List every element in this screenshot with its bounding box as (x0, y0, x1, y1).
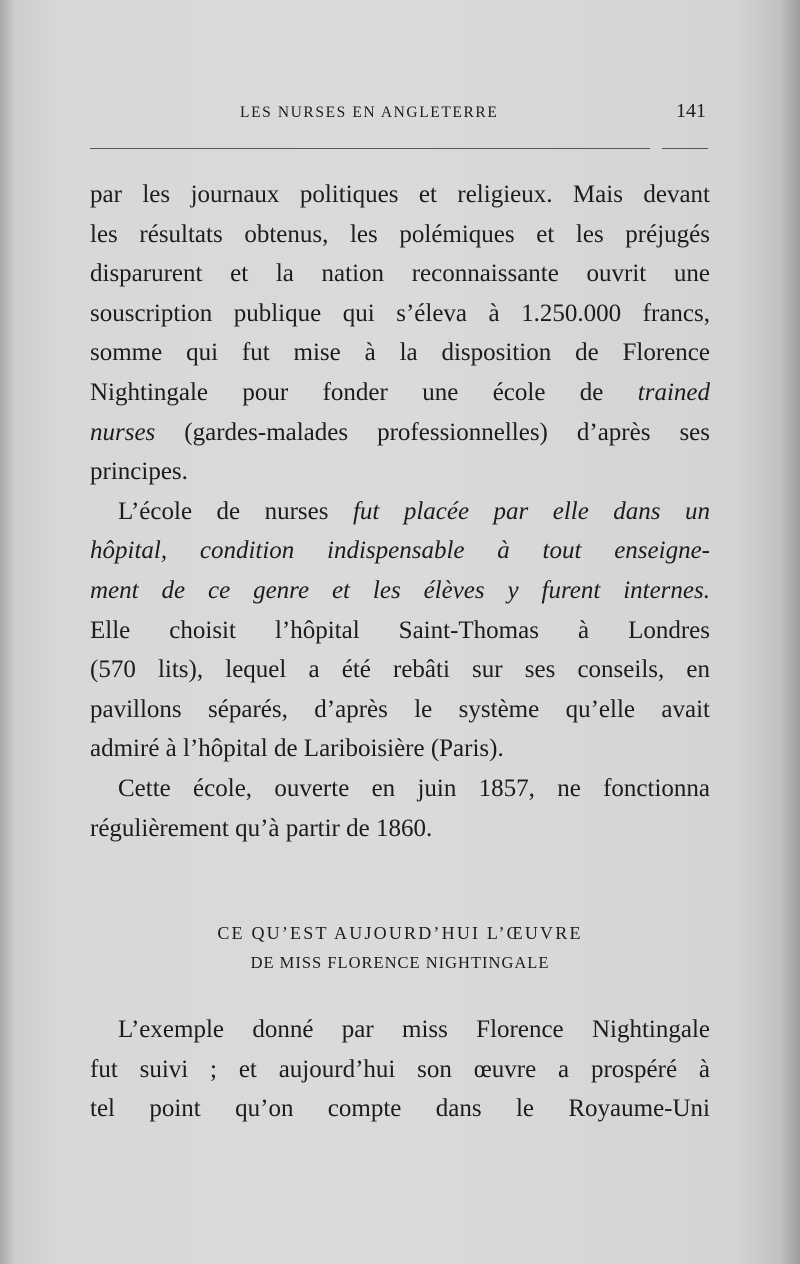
text-line (90, 571, 710, 611)
text-line: somme qui fut mise à la disposition de Florence (90, 339, 710, 367)
text-line: pavillons séparés, d’après le système qu’elle avait (90, 695, 710, 723)
running-head-title: LES NURSES EN ANGLETERRE (240, 104, 499, 121)
text-segment: (gardes-malades professionnelles) d’après ses (184, 418, 710, 446)
text-line (90, 413, 710, 453)
text-line: admiré à l’hôpital de Lariboisière (Paris). (90, 735, 504, 763)
main-text-block (90, 175, 710, 848)
page-number: 141 (676, 100, 706, 122)
text-line: souscription publique qui s’éleva à 1.250.000 francs, (90, 299, 710, 327)
text-line: tel point qu’on compte dans le Royaume-Uni (90, 1095, 710, 1123)
text-line: régulièrement qu’à partir de 1860. (90, 814, 433, 842)
text-line: Cette école, ouverte en juin 1857, ne fonctionna (118, 774, 710, 802)
text-line: L’exemple donné par miss Florence Nightingale (118, 1016, 710, 1043)
text-line: fut suivi ; et aujourd’hui son œuvre a prospéré à (90, 1055, 710, 1083)
running-head (90, 100, 710, 130)
section-heading-line-1: CE QU’EST AUJOURD’HUI L’ŒUVRE (217, 923, 583, 943)
text-segment: L’école de nurses (118, 497, 329, 525)
text-line: par les journaux politiques et religieux. Mais devant (90, 181, 710, 208)
section-text-block (90, 1010, 710, 1129)
text-line: principes. (90, 458, 188, 486)
italic-segment: fut placée par elle dans un (352, 497, 711, 525)
italic-term: trained (637, 378, 710, 406)
text-line: les résultats obtenus, les polémiques et les préjugés (90, 220, 710, 248)
section-heading (90, 920, 710, 976)
text-line: disparurent et la nation reconnaissante ouvrit une (90, 260, 710, 288)
italic-segment: ment de ce genre et les élèves y furent internes. (90, 576, 710, 604)
text-segment: Nightingale pour fonder une école de (90, 378, 604, 406)
header-rule (90, 148, 650, 149)
page-edge-shadow (780, 0, 800, 1264)
italic-segment: hôpital, condition indispensable à tout enseigne- (90, 537, 710, 565)
text-line (90, 492, 710, 532)
text-line (90, 531, 710, 571)
italic-term: nurses (90, 418, 156, 446)
text-line: Elle choisit l’hôpital Saint-Thomas à Londres (90, 616, 710, 644)
section-heading-line-2: DE MISS FLORENCE NIGHTINGALE (250, 953, 550, 972)
text-line: (570 lits), lequel a été rebâti sur ses conseils, en (90, 656, 710, 684)
text-line (90, 373, 710, 413)
page-gutter-shadow (0, 0, 14, 1264)
header-rule-short (662, 148, 708, 149)
